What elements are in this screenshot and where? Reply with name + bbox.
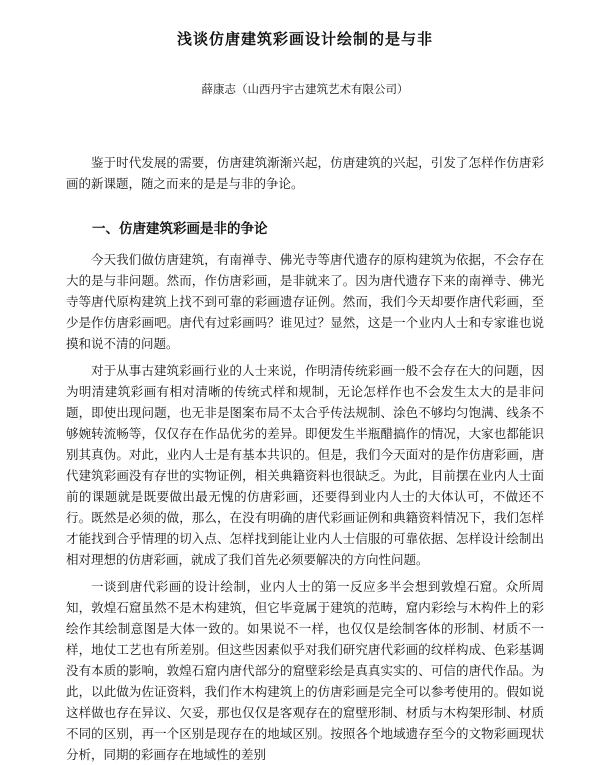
- abstract-paragraph: 鉴于时代发展的需要，仿唐建筑渐渐兴起，仿唐建筑的兴起，引发了怎样作仿唐彩画的新课题，随之而来的是是与非的争论。: [66, 155, 544, 191]
- author-line: 薛康志（山西丹宇古建筑艺术有限公司）: [201, 82, 409, 96]
- body-paragraph: 对于从事古建筑彩画行业的人士来说，作明清传统彩画一般不会存在大的问题，因为明清建筑彩画有相对清晰的传统式样和规制，无论怎样作也不会发生太大的是非问题，即使出现问题，也无非是图案布局不太合乎传法规制、涂色不够均匀饱满、线条不够婉转流畅等，仅仅存在作品优劣的差异。即便发生半瓶醋搞作的情况，大家也都能识别其真伪。对此，业内人士是有基本共识的。但是，我们今天面对的是作仿唐彩画，唐代建筑彩画没有存世的实物证例，相关典籍资料也很缺乏。为此，目前摆在业内人士面前的课题就是既要做出最无愧的仿唐彩画，还要得到业内人士的大体认可，不做还不行。既然是必须的做，那么，在没有明确的唐代彩画证例和典籍资料情况下，我们怎样才能找到合乎情理的切入点、怎样找到能让业内人士信服的可靠依据、怎样设计绘制出相对理想的仿唐彩画，就成了我们首先必须要解决的方向性问题。: [66, 363, 544, 567]
- body-paragraph: 一谈到唐代彩画的设计绘制，业内人士的第一反应多半会想到敦煌石窟。众所周知，敦煌石窟虽然不是木构建筑，但它毕竟属于建筑的范畴，窟内彩绘与木构件上的彩绘作其绘制意图是大体一致的。如果说不一样，也仅仅是绘制客体的形制、材质不一样，地仗工艺也有所差别。但这些因素似乎对我们研究唐代彩画的纹样构成、色彩基调没有本质的影响，敦煌石窟内唐代部分的窟壁彩绘是真真实实的、可信的唐代作品。为此，以此做为佐证资料，我们作木构建筑上的仿唐彩画是完全可以参考使用的。假如说这样做也存在异议、欠妥，那也仅仅是客观存在的窟壁形制、材质与木构架形制、材质不同的区别，再一个区别是现存在的地域区别。按照各个地域遗存至今的文物彩画现状分析，同期的彩画存在地域性的差别: [66, 579, 544, 762]
- section-heading: 一、仿唐建筑彩画是非的争论: [92, 221, 268, 237]
- body-paragraph: 今天我们做仿唐建筑，有南禅寺、佛光寺等唐代遗存的原构建筑为依据，不会存在大的是与非问题。然而，作仿唐彩画，是非就来了。因为唐代遗存下来的南禅寺、佛光寺等唐代原构建筑上找不到可靠的彩画遗存证例。然而，我们今天却要作唐代彩画，至少是作仿唐彩画吧。唐代有过彩画吗？谁见过？显然，这是一个业内人士和专家谁也说摸和说不清的问题。: [66, 252, 544, 351]
- document-title: 浅谈仿唐建筑彩画设计绘制的是与非: [176, 30, 433, 48]
